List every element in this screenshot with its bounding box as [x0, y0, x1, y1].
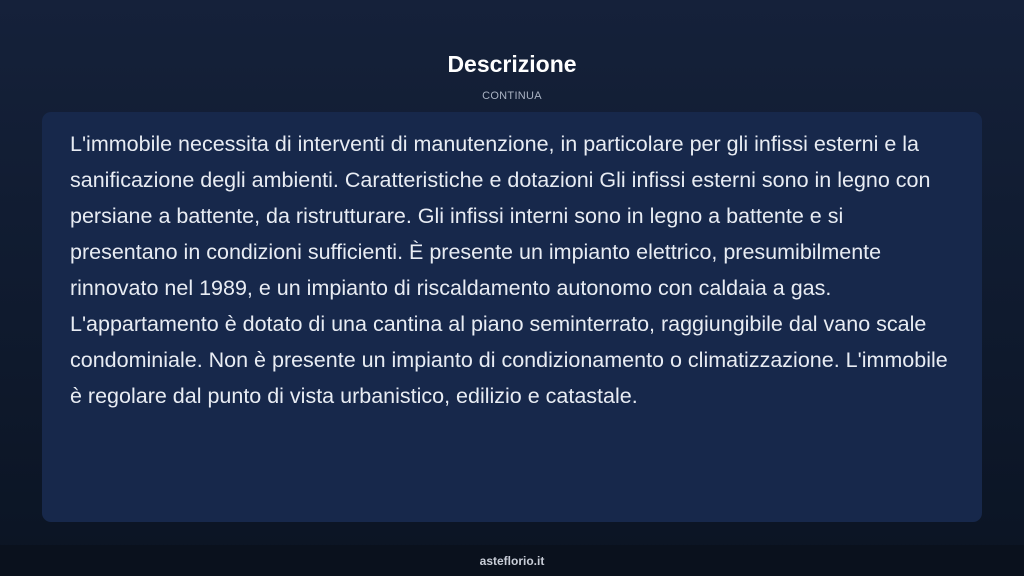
page-title: Descrizione [447, 51, 577, 77]
continued-label: CONTINUA [482, 90, 542, 102]
footer-bar [0, 545, 1024, 576]
site-name: asteflorio.it [479, 554, 545, 568]
description-card [42, 112, 982, 522]
description-text: L'immobile necessita di interventi di manutenzione, in particolare per gli infissi esterni e la sanificazione degli ambienti. Caratteristiche e dotazioni Gli infissi esterni sono in legno con persiane a battente, da ristrutturare. Gli infissi interni sono in legno a battente e si presentano in condizioni sufficienti. È presente un impianto elettrico, presumibilmente rinnovato nel 1989, e un impianto di riscaldamento autonomo con caldaia a gas. L'appartamento è dotato di una cantina al piano seminterrato, raggiungibile dal vano scale condominiale. Non è presente un impianto di condizionamento o climatizzazione. L'immobile è regolare dal punto di vista urbanistico, edilizio e catastale. [70, 132, 948, 408]
